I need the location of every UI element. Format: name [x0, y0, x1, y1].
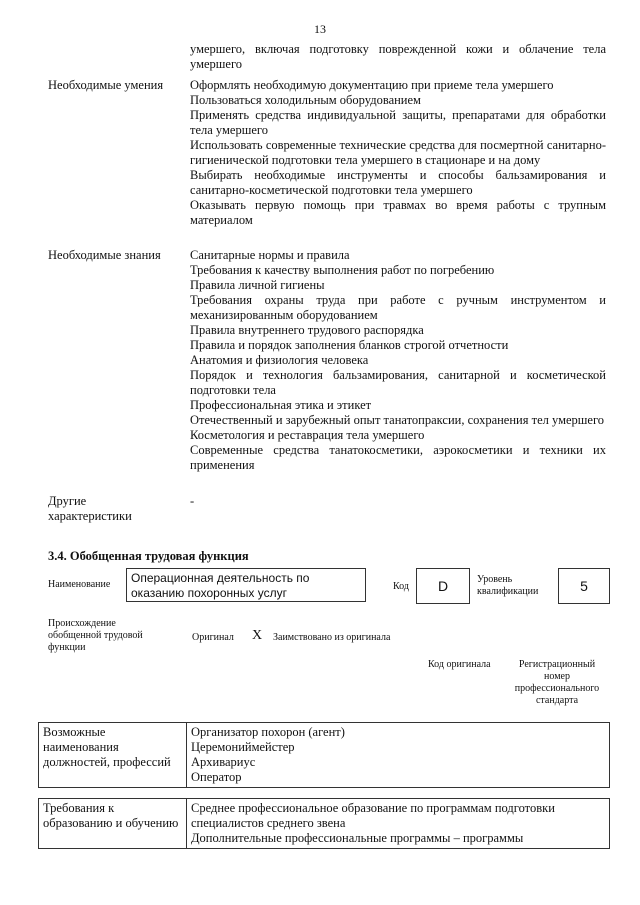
skill-item: Пользоваться холодильным оборудованием [190, 93, 421, 107]
knowledge-item: Порядок и технология бальзамирования, санитарной и косметической подготовки тела [190, 368, 606, 397]
skill-item: Оформлять необходимую документацию при приеме тела умершего [190, 78, 554, 92]
education-table [38, 798, 610, 849]
skill-item: Использовать современные технические средства для посмертной санитарно-гигиенической подготовки тела умершего в стационаре и на дому [190, 138, 606, 167]
page-number: 13 [314, 22, 326, 36]
origin-label: Происхождение обобщенной трудовой функции [48, 618, 143, 653]
knowledge-item: Современные средства танатокосметики, аэрокосметики и техники их применения [190, 443, 606, 472]
knowledge-item: Требования к качеству выполнения работ по погребению [190, 263, 495, 277]
name-label: Наименование [48, 579, 111, 590]
code-original-label: Код оригинала [428, 659, 491, 670]
section-title: 3.4. Обобщенная трудовая функция [48, 549, 249, 563]
continuation-text [190, 42, 606, 72]
knowledge-item: Отечественный и зарубежный опыт танатопраксии, сохранения тел умершего [190, 413, 605, 427]
knowledge-item: Санитарные нормы и правила [190, 248, 350, 262]
education-list [187, 799, 609, 848]
skill-item: Применять средства индивидуальной защиты, препаратами для обработки тела умершего [190, 108, 606, 137]
position-item: Оператор [191, 770, 242, 784]
other-value: - [190, 494, 195, 508]
knowledge-item: Анатомия и физиология человека [190, 353, 369, 367]
knowledge-item: Косметология и реставрация тела умершего [190, 428, 425, 442]
knowledge-item: Правила и порядок заполнения бланков строгой отчетности [190, 338, 509, 352]
position-item: Организатор похорон (агент) [191, 725, 345, 739]
knowledge-item: Профессиональная этика и этикет [190, 398, 372, 412]
knowledge-item: Правила внутреннего трудового распорядка [190, 323, 424, 337]
knowledge-label: Необходимые знания [48, 248, 161, 262]
positions-list [187, 723, 609, 787]
knowledge-item: Требования охраны труда при работе с ручным инструментом и механизированным оборудованием [190, 293, 606, 322]
other-label: Другие характеристики [48, 494, 132, 523]
position-item: Церемониймейстер [191, 740, 295, 754]
education-item: Среднее профессиональное образование по программам подготовки специалистов среднего звена [191, 801, 555, 830]
code-value: D [416, 568, 470, 604]
continuation-line: умершего, включая подготовку поврежденной кожи и облачение тела умершего [190, 42, 606, 71]
skill-item: Оказывать первую помощь при травмах во время работы с трупным материалом [190, 198, 606, 227]
skill-item: Выбирать необходимые инструменты и способы бальзамирования и санитарно-косметической подготовки тела умершего [190, 168, 606, 197]
positions-table [38, 722, 610, 788]
original-label: Оригинал [192, 632, 234, 643]
education-item: Дополнительные профессиональные программы – программы [191, 831, 524, 845]
skills-list [190, 78, 606, 228]
skills-label: Необходимые умения [48, 78, 164, 92]
education-label: Требования к образованию и обучению [39, 799, 187, 848]
reg-number-label: Регистрационный номер профессионального стандарта [514, 659, 600, 706]
positions-label: Возможные наименования должностей, профессий [39, 723, 187, 787]
knowledge-item: Правила личной гигиены [190, 278, 325, 292]
knowledge-list [190, 248, 606, 473]
level-value: 5 [558, 568, 610, 604]
name-value: Операционная деятельность по оказанию похоронных услуг [126, 568, 366, 602]
code-label: Код [393, 581, 409, 592]
level-label: Уровень квалификации [477, 574, 539, 597]
borrowed-label: Заимствовано из оригинала [273, 632, 391, 643]
position-item: Архивариус [191, 755, 256, 769]
original-mark: X [252, 628, 263, 643]
